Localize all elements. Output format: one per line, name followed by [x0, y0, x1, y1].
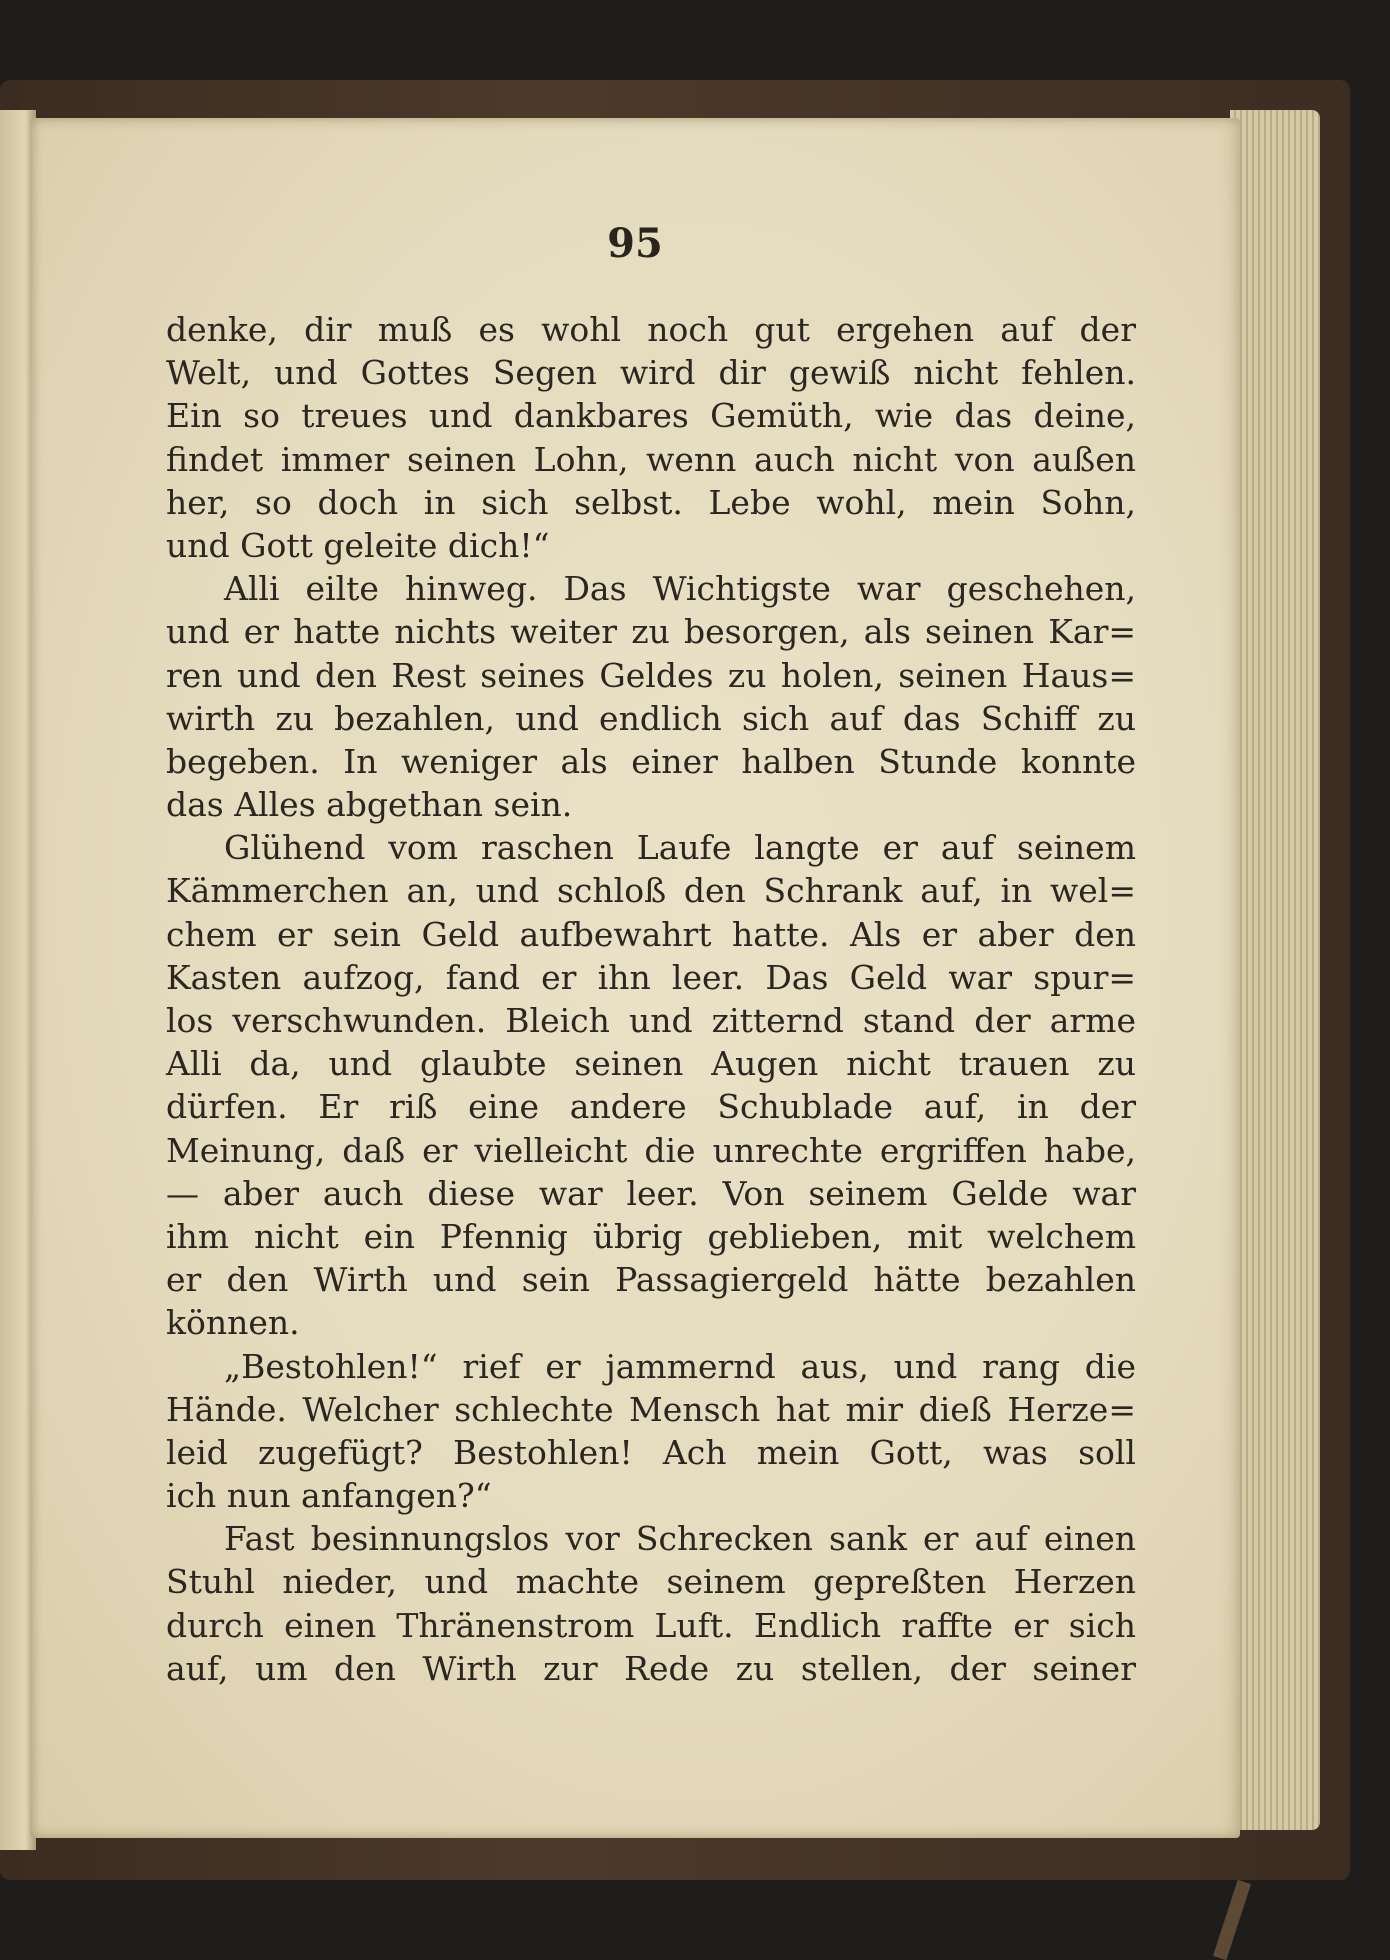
text-line: auf, um den Wirth zur Rede zu stellen, der seiner [166, 1648, 1136, 1688]
text-line: können. [166, 1303, 300, 1343]
text-line: Fast besinnungslos vor Schrecken sank er auf einen [224, 1519, 1136, 1559]
text-line: leid zugefügt? Bestohlen! Ach mein Gott, was soll [166, 1432, 1136, 1472]
text-line: ren und den Rest seines Geldes zu holen, seinen Haus= [166, 655, 1136, 695]
torn-strip [1213, 1880, 1251, 1960]
text-line: begeben. In weniger als einer halben Stunde konnte [166, 741, 1136, 781]
text-line: Meinung, daß er vielleicht die unrechte ergriffen habe, [166, 1130, 1136, 1170]
text-line: wirth zu bezahlen, und endlich sich auf das Schiff zu [166, 698, 1136, 738]
text-line: Welt, und Gottes Segen wird dir gewiß nicht fehlen. [166, 353, 1136, 393]
page-stack-edges [1230, 110, 1320, 1830]
text-line: Stuhl nieder, und machte seinem gepreßten Herzen [166, 1562, 1136, 1602]
page-number: 95 [607, 220, 663, 267]
text-line: Hände. Welcher schlechte Mensch hat mir dieß Herze= [166, 1389, 1136, 1429]
text-line: Kasten aufzog, fand er ihn leer. Das Geld war spur= [166, 957, 1136, 997]
text-line: das Alles abgethan sein. [166, 785, 573, 825]
text-line: Ein so treues und dankbares Gemüth, wie das deine, [166, 396, 1136, 436]
text-line: denke, dir muß es wohl noch gut ergehen auf der [166, 310, 1136, 349]
text-line: los verschwunden. Bleich und zitternd stand der arme [166, 1001, 1136, 1040]
text-line: und er hatte nichts weiter zu besorgen, als seinen Kar= [166, 612, 1136, 652]
text-line: durch einen Thränenstrom Luft. Endlich raffte er sich [166, 1605, 1136, 1645]
text-line: Alli eilte hinweg. Das Wichtigste war geschehen, [224, 569, 1136, 609]
text-line: Alli da, und glaubte seinen Augen nicht trauen zu [166, 1044, 1136, 1084]
text-line: und Gott geleite dich!“ [166, 525, 550, 565]
text-line: ihm nicht ein Pfennig übrig geblieben, mit welchem [166, 1216, 1136, 1256]
text-line: Glühend vom raschen Laufe langte er auf seinem [224, 828, 1136, 868]
page-text [166, 308, 1136, 1690]
text-line: er den Wirth und sein Passagiergeld hätte bezahlen [166, 1260, 1136, 1300]
text-line: findet immer seinen Lohn, wenn auch nicht von außen [166, 439, 1136, 479]
text-line: chem er sein Geld aufbewahrt hatte. Als er aber den [166, 914, 1136, 954]
text-line: dürfen. Er riß eine andere Schublade auf, in der [166, 1087, 1136, 1127]
text-line: „Bestohlen!“ rief er jammernd aus, und rang die [224, 1346, 1136, 1386]
text-line: her, so doch in sich selbst. Lebe wohl, mein Sohn, [166, 482, 1136, 522]
text-line: ich nun anfangen?“ [166, 1476, 492, 1516]
text-line: Kämmerchen an, und schloß den Schrank auf, in wel= [166, 871, 1136, 911]
text-line: — aber auch diese war leer. Von seinem Gelde war [166, 1173, 1136, 1213]
book-page [30, 118, 1240, 1838]
